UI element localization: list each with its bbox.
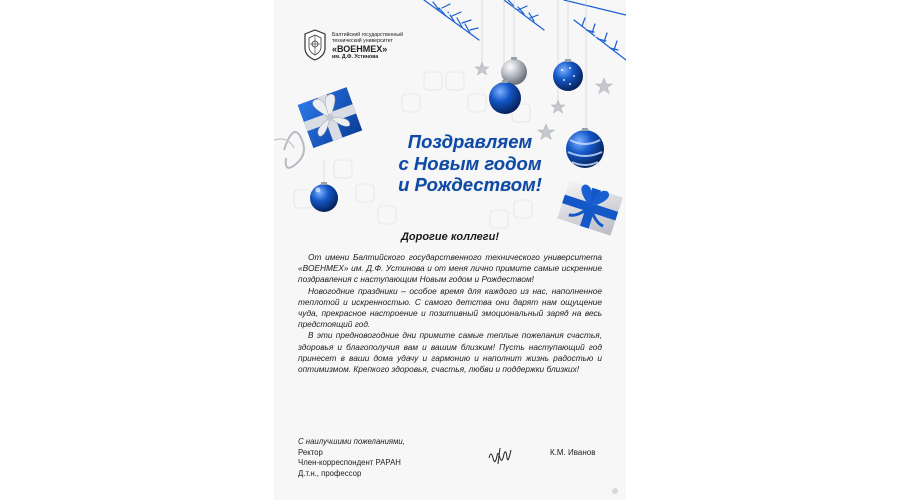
paragraph: В эти предновогодние дни примите самые теплые пожелания счастья, здоровья и благополучия вам и вашим близким! Пусть наступающий год принесет в ваши дома удачу и гармонию и наполнит жизнь радостью и оптимизмом. Крепкого здоровья, счастья, любви и поддержки близких! [298,330,602,375]
paragraph: От имени Балтийского государственного технического университета «ВОЕНМЕХ» им. Д.Ф. Устинова и от меня лично примите самые искренние поздравления с наступающим Новым годом и Рождеством! [298,252,602,285]
signature-title2: Д.т.н., профессор [298,468,362,478]
paragraph: Новогодние праздники – особое время для каждого из нас, наполненное теплотой и искренностью. С самого детства они дарят нам ощущение чуда, прекрасное настроение и позитивный эмоциональный заряд на весь предстоящий год. [298,285,602,330]
greeting-line1: Поздравляем [407,131,533,152]
university-logo [303,28,413,64]
greeting-title [360,131,580,196]
university-line1: Балтийский государственный [332,32,403,38]
page-dot [612,488,618,494]
greeting-line2: с Новым годом [398,152,542,174]
signature-block [298,437,458,479]
university-named-after: им. Д.Ф. Устинова [332,54,379,60]
letter-body [298,252,602,375]
salutation: Дорогие коллеги! [400,231,500,243]
greeting-card [274,0,626,500]
signature-title1: Член-корреспондент РАРАН [298,458,401,468]
handwritten-signature [486,444,516,466]
signature-position: Ректор [298,447,323,457]
signature-wishes: С наилучшими пожеланиями, [298,437,405,446]
greeting-line3: и Рождеством! [398,174,542,195]
university-line2: технический университет [332,38,393,44]
university-name: «ВОЕНМЕХ» [332,44,388,54]
university-emblem-icon [303,28,327,62]
signer-name: К.М. Иванов [550,448,596,457]
